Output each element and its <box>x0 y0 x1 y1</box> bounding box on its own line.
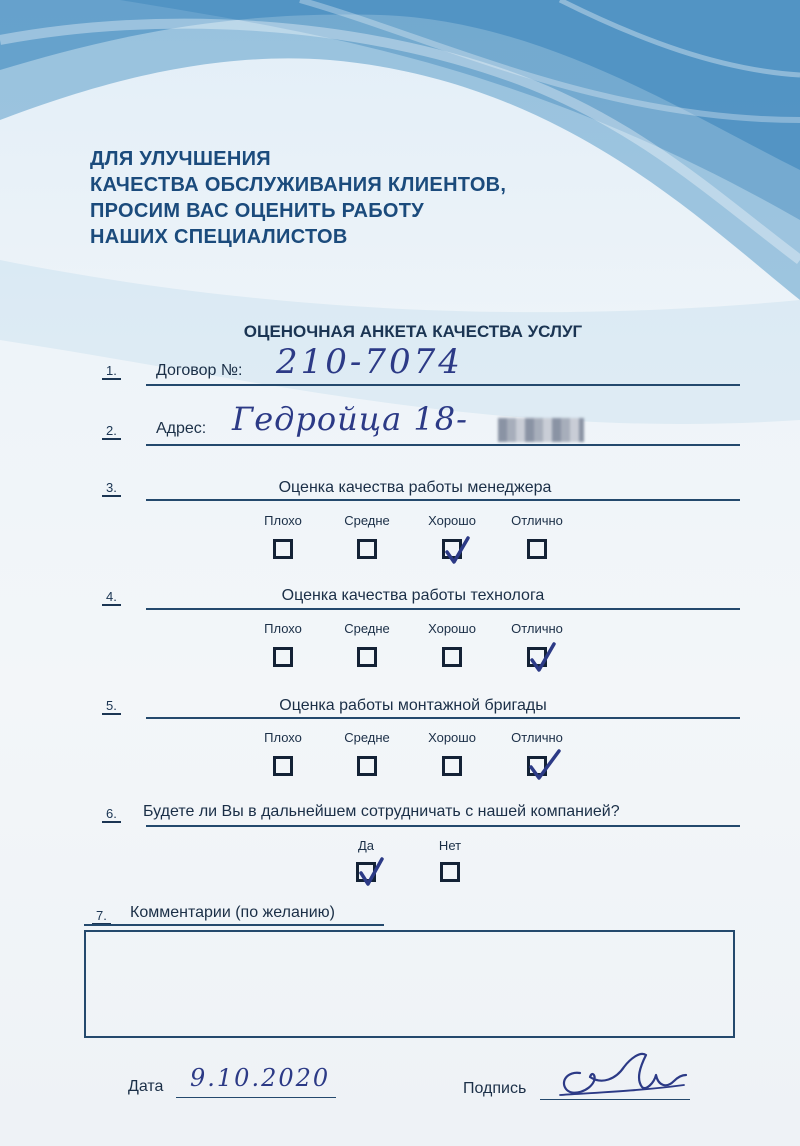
checkmark-icon <box>356 855 390 889</box>
header-heading <box>90 146 506 250</box>
item-number: 2. <box>106 423 117 438</box>
manager-underline <box>146 499 740 501</box>
technologist-excellent-checkbox[interactable] <box>527 647 547 667</box>
contract-label: Договор №: <box>156 362 243 379</box>
cooperation-underline <box>146 825 740 827</box>
date-label: Дата <box>128 1078 164 1095</box>
address-label: Адрес: <box>156 420 207 437</box>
date-value: 9.10.2020 <box>190 1064 331 1092</box>
option-label-good: Хорошо <box>428 621 476 636</box>
option-label-no: Нет <box>438 838 462 853</box>
installation-excellent-checkbox[interactable] <box>527 756 547 776</box>
checkmark-icon <box>442 532 476 566</box>
technologist-poor-checkbox[interactable] <box>273 647 293 667</box>
option-label-excellent: Отлично <box>511 730 563 745</box>
address-value: Гедройца 18- <box>232 400 468 438</box>
installation-poor-checkbox[interactable] <box>273 756 293 776</box>
header-line: НАШИХ СПЕЦИАЛИСТОВ <box>90 226 348 248</box>
technologist-underline <box>146 608 740 610</box>
technologist-rating-label: Оценка качества работы технолога <box>281 587 545 604</box>
item-number: 5. <box>106 698 117 713</box>
item-number: 7. <box>96 908 107 923</box>
technologist-average-checkbox[interactable] <box>357 647 377 667</box>
cooperation-question-label: Будете ли Вы в дальнейшем сотрудничать с нашей компанией? <box>143 803 620 820</box>
contract-underline <box>146 384 740 386</box>
form-title: ОЦЕНОЧНАЯ АНКЕТА КАЧЕСТВА УСЛУГ <box>243 322 583 341</box>
installation-good-checkbox[interactable] <box>442 756 462 776</box>
installation-rating-label: Оценка работы монтажной бригады <box>279 697 547 714</box>
option-label-average: Средне <box>344 730 390 745</box>
cooperation-no-checkbox[interactable] <box>440 862 460 882</box>
option-label-excellent: Отлично <box>511 621 563 636</box>
comments-underline <box>84 924 384 926</box>
option-label-good: Хорошо <box>428 513 476 528</box>
manager-excellent-checkbox[interactable] <box>527 539 547 559</box>
option-label-average: Средне <box>344 513 390 528</box>
cooperation-yes-checkbox[interactable] <box>356 862 376 882</box>
address-underline <box>146 444 740 446</box>
checkmark-icon <box>527 749 561 783</box>
redacted-area <box>498 418 584 442</box>
installation-average-checkbox[interactable] <box>357 756 377 776</box>
header-line: ДЛЯ УЛУЧШЕНИЯ <box>90 148 271 170</box>
contract-number-value: 210-7074 <box>276 342 463 382</box>
option-label-poor: Плохо <box>264 730 302 745</box>
item-number: 3. <box>106 480 117 495</box>
manager-rating-label: Оценка качества работы менеджера <box>278 479 552 496</box>
option-label-good: Хорошо <box>428 730 476 745</box>
date-underline <box>176 1097 336 1098</box>
item-number: 1. <box>106 363 117 378</box>
header-line: КАЧЕСТВА ОБСЛУЖИВАНИЯ КЛИЕНТОВ, <box>90 174 507 196</box>
manager-poor-checkbox[interactable] <box>273 539 293 559</box>
option-label-poor: Плохо <box>264 513 302 528</box>
header-line: ПРОСИМ ВАС ОЦЕНИТЬ РАБОТУ <box>90 200 425 222</box>
option-label-yes: Да <box>357 838 375 853</box>
option-label-poor: Плохо <box>264 621 302 636</box>
installation-underline <box>146 717 740 719</box>
comments-label: Комментарии (по желанию) <box>130 904 335 921</box>
manager-average-checkbox[interactable] <box>357 539 377 559</box>
handwritten-signature <box>550 1045 690 1105</box>
manager-good-checkbox[interactable] <box>442 539 462 559</box>
option-label-average: Средне <box>344 621 390 636</box>
comments-textarea[interactable] <box>84 930 735 1038</box>
item-number: 6. <box>106 806 117 821</box>
technologist-good-checkbox[interactable] <box>442 647 462 667</box>
signature-label: Подпись <box>463 1080 527 1097</box>
item-number: 4. <box>106 589 117 604</box>
option-label-excellent: Отлично <box>511 513 563 528</box>
checkmark-icon <box>527 640 561 674</box>
